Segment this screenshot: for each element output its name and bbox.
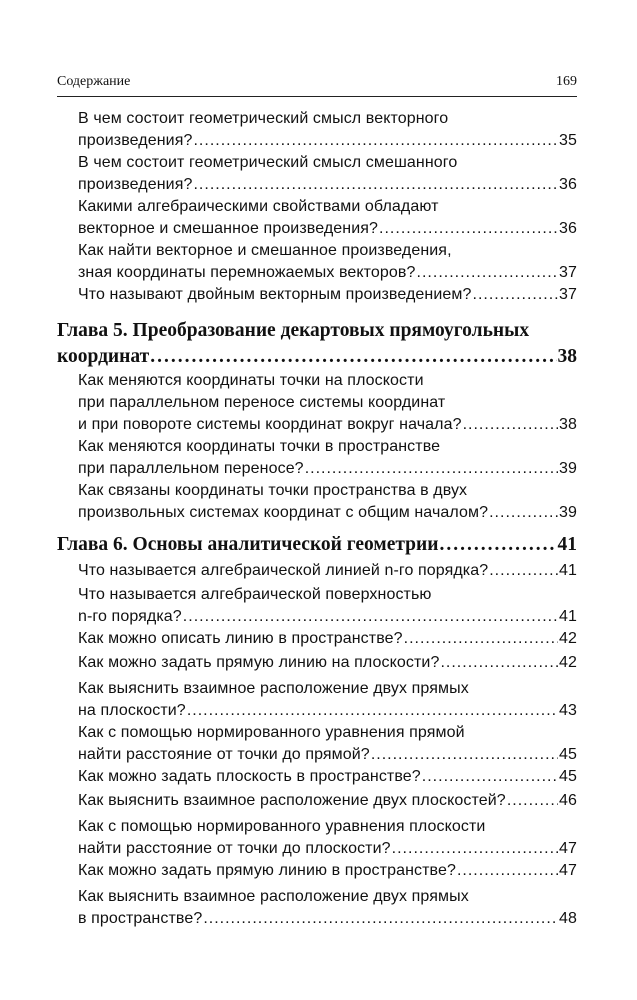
chapter-title-line: координат [57,346,150,367]
dot-leader [457,860,558,882]
entry-title-line: Как выяснить взаимное расположение двух прямых [78,888,469,905]
toc-entry [78,108,577,152]
entry-page-number: 38 [559,416,577,433]
entry-page-number: 47 [559,840,577,857]
toc-entry [78,766,577,788]
toc-entry [78,652,577,674]
chapter-heading [57,318,577,370]
entry-page-number: 41 [559,562,577,579]
chapter-title-line: Глава 5. Преобразование декартовых прямоугольных [57,320,530,341]
chapter-title-line: Глава 6. Основы аналитической геометрии [57,534,439,555]
entry-title-line: Что называют двойным векторным произведением? [78,286,472,303]
entry-page-number: 35 [559,132,577,149]
toc-entry [78,790,577,812]
entry-title-line: произведения? [78,176,193,193]
toc-entry [78,560,577,582]
toc-entry [78,860,577,882]
dot-leader [440,532,557,558]
entry-title-line: зная координаты перемножаемых векторов? [78,264,416,281]
dot-leader [305,458,558,480]
dot-leader [422,766,558,788]
entry-title-line: Как можно описать линию в пространстве? [78,630,403,647]
entry-page-number: 45 [559,768,577,785]
toc-entry [78,480,577,524]
entry-title-line: n-го порядка? [78,608,182,625]
dot-leader [489,560,558,582]
header-section-title: Содержание [57,74,131,89]
entry-page-number: 42 [559,654,577,671]
entry-title-line: Как найти векторное и смешанное произведения, [78,242,452,259]
toc-entry [78,370,577,436]
entry-page-number: 37 [559,286,577,303]
entry-title-line: произвольных системах координат с общим началом? [78,504,489,521]
entry-page-number: 46 [559,792,577,809]
entry-title-line: Какими алгебраическими свойствами обладают [78,198,439,215]
entry-title-line: найти расстояние от точки до прямой? [78,746,370,763]
entry-title-line: Что называется алгебраической линией n-го порядка? [78,562,489,579]
entry-page-number: 39 [559,460,577,477]
dot-leader [193,130,558,152]
entry-page-number: 37 [559,264,577,281]
entry-title-line: и при повороте системы координат вокруг начала? [78,416,462,433]
dot-leader [183,606,558,628]
entry-title-line: Как выяснить взаимное расположение двух плоскостей? [78,792,506,809]
entry-title-line: В чем состоит геометрический смысл смешанного [78,154,458,171]
dot-leader [473,284,559,306]
chapter-page-number: 38 [557,346,577,367]
header-page-number: 169 [556,74,577,89]
entry-title-line: векторное и смешанное произведения? [78,220,379,237]
dot-leader [392,838,558,860]
entry-title-line: Как выяснить взаимное расположение двух прямых [78,680,469,697]
entry-title-line: Как можно задать плоскость в пространстве? [78,768,421,785]
toc-entry [78,678,577,722]
toc-entry [78,240,577,284]
dot-leader [379,218,558,240]
entry-title-line: Как связаны координаты точки пространства в двух [78,482,468,499]
dot-leader [150,344,556,370]
toc-entry [78,584,577,628]
dot-leader [507,790,558,812]
toc-entry [78,628,577,650]
entry-title-line: произведения? [78,132,193,149]
toc-entry [78,284,577,306]
dot-leader [371,744,558,766]
entry-page-number: 39 [559,504,577,521]
toc-entry [78,886,577,930]
entry-title-line: Как с помощью нормированного уравнения прямой [78,724,465,741]
dot-leader [440,652,558,674]
entry-title-line: Как можно задать прямую линию на плоскости? [78,654,440,671]
entry-title-line: на плоскости? [78,702,186,719]
toc-entry [78,816,577,860]
entry-title-line: Как меняются координаты точки на плоскости [78,372,424,389]
dot-leader [463,414,558,436]
chapter-page-number: 41 [557,534,577,555]
entry-page-number: 42 [559,630,577,647]
entry-title-line: найти расстояние от точки до плоскости? [78,840,391,857]
toc-entry [78,196,577,240]
toc-entry [78,436,577,480]
header-divider [57,96,577,97]
entry-title-line: Что называется алгебраической поверхностью [78,586,432,603]
dot-leader [489,502,558,524]
dot-leader [193,174,558,196]
dot-leader [417,262,558,284]
dot-leader [187,700,558,722]
entry-page-number: 41 [559,608,577,625]
entry-title-line: В чем состоит геометрический смысл векторного [78,110,449,127]
entry-page-number: 47 [559,862,577,879]
entry-title-line: Как можно задать прямую линию в пространстве? [78,862,456,879]
toc-entry [78,152,577,196]
entry-title-line: Как с помощью нормированного уравнения плоскости [78,818,486,835]
entry-page-number: 36 [559,176,577,193]
entry-title-line: Как меняются координаты точки в пространстве [78,438,441,455]
entry-title-line: при параллельном переносе? [78,460,304,477]
chapter-heading [57,532,577,558]
entry-page-number: 45 [559,746,577,763]
dot-leader [404,628,558,650]
entry-title-line: в пространстве? [78,910,203,927]
entry-page-number: 43 [559,702,577,719]
entry-page-number: 36 [559,220,577,237]
entry-page-number: 48 [559,910,577,927]
toc-entry [78,722,577,766]
dot-leader [203,908,558,930]
entry-title-line: при параллельном переносе системы координат [78,394,446,411]
running-header [57,72,577,94]
